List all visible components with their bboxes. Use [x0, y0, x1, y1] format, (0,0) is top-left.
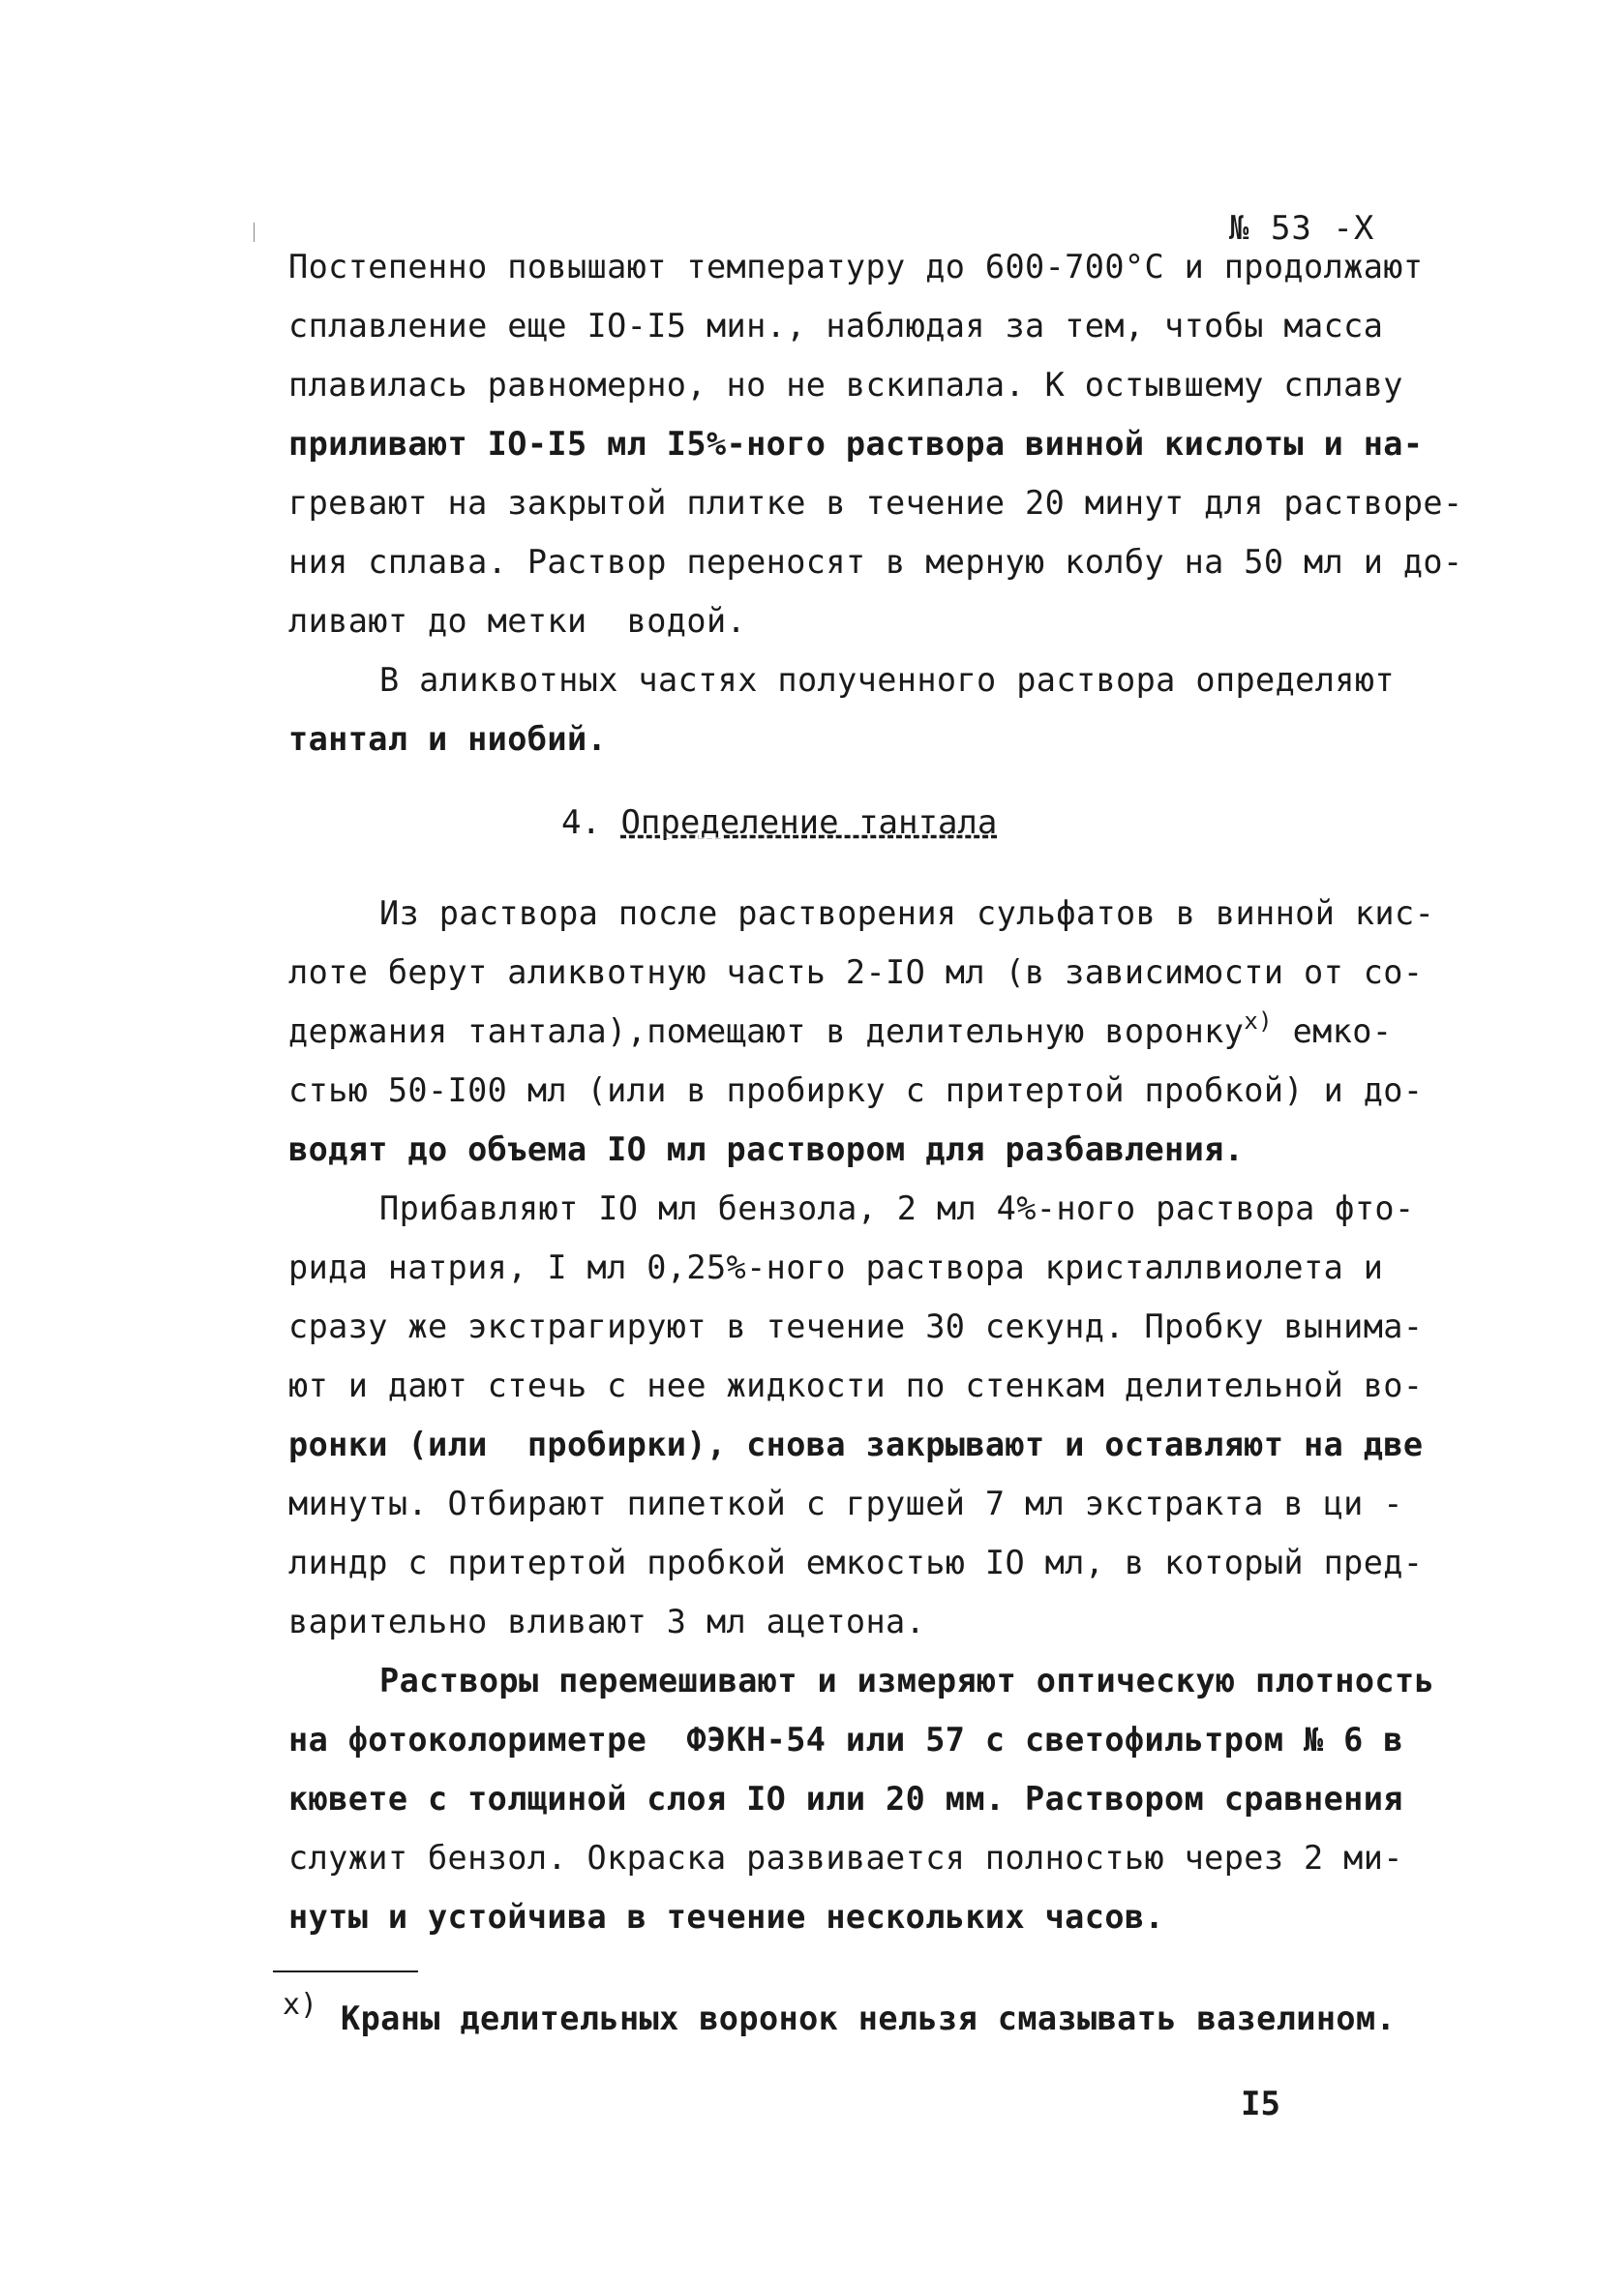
- text-line: Прибавляют IO мл бензола, 2 мл 4%-ного раствора фто-: [379, 1189, 1415, 1227]
- text-line: кювете с толщиной слоя IO или 20 мм. Раствором сравнения: [288, 1780, 1403, 1818]
- text-line: Растворы перемешивают и измеряют оптическую плотность: [379, 1662, 1435, 1699]
- text-line: плавилась равномерно, но не вскипала. К остывшему сплаву: [288, 366, 1403, 404]
- section-number: 4.: [561, 803, 601, 842]
- text-line: водят до объема IO мл раствором для разбавления.: [288, 1130, 1245, 1168]
- text-line: тантал и ниобий.: [288, 720, 608, 758]
- footnote-ref: x): [1244, 1008, 1274, 1035]
- section-title: Определение тантала: [620, 803, 998, 842]
- text-fragment: емко-: [1273, 1012, 1393, 1050]
- text-line: ливают до метки водой.: [288, 602, 747, 640]
- text-line: В аликвотных частях полученного раствора определяют: [379, 661, 1396, 699]
- text-line: нуты и устойчива в течение нескольких часов.: [288, 1898, 1165, 1936]
- margin-mark: [254, 223, 255, 242]
- page-number: I5: [1241, 2085, 1280, 2123]
- text-line: минуты. Отбирают пипеткой с грушей 7 мл экстракта в ци -: [288, 1485, 1403, 1522]
- text-line: служит бензол. Окраска развивается полностью через 2 ми-: [288, 1839, 1403, 1877]
- text-line: гревают на закрытой плитке в течение 20 минут для растворе-: [288, 484, 1463, 522]
- footnote-rule: [273, 1970, 418, 1972]
- text-line: на фотоколориметре ФЭКН-54 или 57 с светофильтром № 6 в: [288, 1721, 1403, 1759]
- footnote-text: Краны делительных воронок нельзя смазывать вазелином.: [341, 2000, 1397, 2037]
- text-line: ния сплава. Раствор переносят в мерную колбу на 50 мл и до-: [288, 543, 1463, 581]
- section-heading: [561, 803, 997, 842]
- text-fragment: держания тантала),помещают в делительную воронку: [288, 1012, 1245, 1050]
- text-line: линдр с притертой пробкой емкостью IO мл, в который пред-: [288, 1544, 1424, 1581]
- text-line: сплавление еще IO-I5 мин., наблюдая за тем, чтобы масса: [288, 307, 1384, 345]
- text-line: приливают IO-I5 мл I5%-ного раствора винной кислоты и на-: [288, 425, 1424, 463]
- text-line: ют и дают стечь с нее жидкости по стенкам делительной во-: [288, 1367, 1424, 1404]
- text-line: ронки (или пробирки), снова закрывают и оставляют на две: [288, 1426, 1424, 1463]
- text-line: Постепенно повышают температуру до 600-700°С и продолжают: [288, 248, 1424, 286]
- text-line: стью 50-I00 мл (или в пробирку с притертой пробкой) и до-: [288, 1071, 1424, 1109]
- text-line: сразу же экстрагируют в течение 30 секунд. Пробку вынима-: [288, 1308, 1424, 1345]
- text-line: Из раствора после растворения сульфатов в винной кис-: [379, 894, 1435, 932]
- document-number: № 53 -X: [1229, 209, 1375, 248]
- text-line: рида натрия, I мл 0,25%-ного раствора кристаллвиолета и: [288, 1248, 1384, 1286]
- text-line: лоте берут аликвотную часть 2-IO мл (в зависимости от со-: [288, 953, 1424, 991]
- text-line: [288, 1008, 1393, 1051]
- footnote-mark: x): [283, 1988, 318, 2022]
- text-line: варительно вливают 3 мл ацетона.: [288, 1603, 926, 1640]
